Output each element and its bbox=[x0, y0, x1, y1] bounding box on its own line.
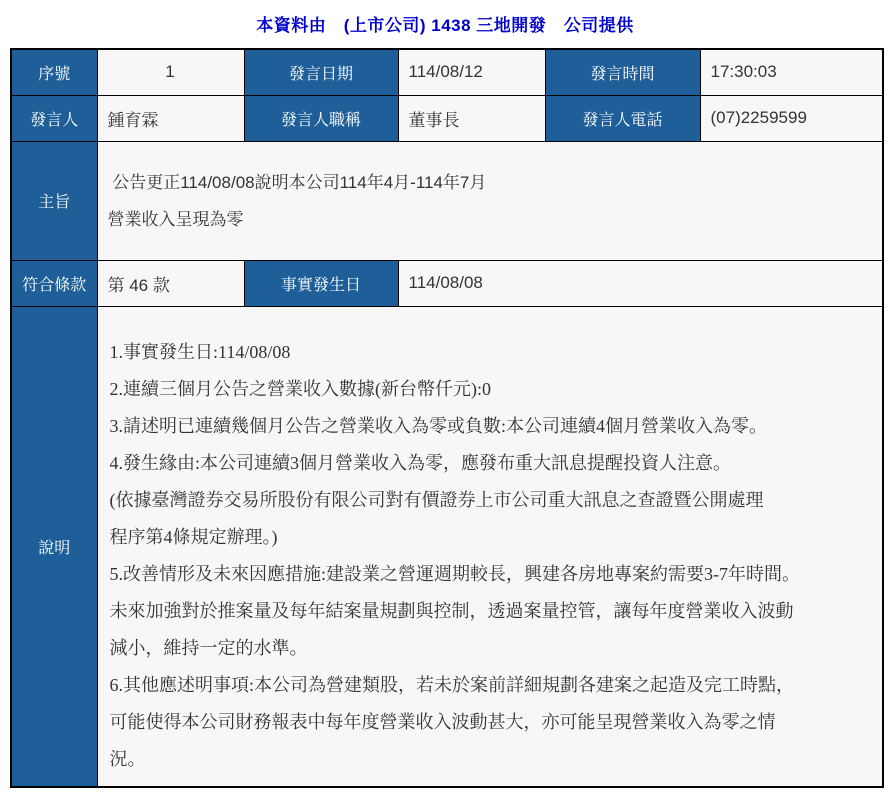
speak-date-value-cell: 114/08/12 bbox=[398, 49, 545, 95]
subject-label-cell: 主旨 bbox=[11, 141, 97, 260]
speaker-title-label-cell: 發言人職稱 bbox=[244, 95, 398, 141]
subject-text bbox=[108, 164, 873, 238]
page-title: 本資料由 (上市公司) 1438 三地開發 公司提供 bbox=[256, 16, 634, 35]
description-line: 5.改善情形及未來因應措施:建設業之營運週期較長，興建各房地專案約需要3-7年時間。 bbox=[109, 564, 800, 585]
seq-value-cell: 1 bbox=[97, 49, 244, 95]
clause-value-cell: 第 46 款 bbox=[97, 260, 244, 306]
description-line: 況。 bbox=[109, 749, 146, 770]
speaker-title-value-cell: 董事長 bbox=[398, 95, 545, 141]
description-label-cell: 說明 bbox=[11, 306, 97, 787]
subject-line: 公告更正114/08/08說明本公司114年4月-114年7月 bbox=[107, 172, 487, 192]
speak-date-label-cell: 發言日期 bbox=[244, 49, 398, 95]
row-clause bbox=[11, 260, 883, 306]
description-line: 3.請述明已連續幾個月公告之營業收入為零或負數:本公司連續4個月營業收入為零。 bbox=[109, 416, 767, 437]
description-line: 4.發生緣由:本公司連續3個月營業收入為零，應發布重大訊息提醒投資人注意。 bbox=[109, 453, 731, 474]
speaker-phone-label-cell: 發言人電話 bbox=[545, 95, 700, 141]
speak-time-label-cell: 發言時間 bbox=[545, 49, 700, 95]
description-line: 未來加強對於推案量及每年結案量規劃與控制，透過案量控管，讓每年度營業收入波動 bbox=[109, 601, 794, 622]
description-value-cell bbox=[97, 306, 883, 787]
row-seq-date-time bbox=[11, 49, 883, 95]
description-line: 程序第4條規定辦理。) bbox=[109, 527, 278, 548]
speaker-value-cell: 鍾育霖 bbox=[97, 95, 244, 141]
description-line: 2.連續三個月公告之營業收入數據(新台幣仟元):0 bbox=[109, 379, 491, 400]
speaker-phone-value-cell: (07)2259599 bbox=[700, 95, 883, 141]
event-date-value-cell: 114/08/08 bbox=[398, 260, 883, 306]
subject-line: 營業收入呈現為零 bbox=[107, 209, 244, 229]
speak-time-value-cell: 17:30:03 bbox=[700, 49, 883, 95]
description-line: 可能使得本公司財務報表中每年度營業收入波動甚大，亦可能呈現營業收入為零之情 bbox=[109, 712, 776, 733]
description-line: 1.事實發生日:114/08/08 bbox=[109, 342, 291, 363]
speaker-label-cell: 發言人 bbox=[11, 95, 97, 141]
description-line: (依據臺灣證券交易所股份有限公司對有價證券上市公司重大訊息之查證暨公開處理 bbox=[109, 490, 764, 511]
description-line: 減小，維持一定的水準。 bbox=[109, 638, 308, 659]
subject-value-cell bbox=[97, 141, 883, 260]
row-speaker bbox=[11, 95, 883, 141]
announcement-table bbox=[10, 48, 884, 788]
clause-label-cell: 符合條款 bbox=[11, 260, 97, 306]
row-subject bbox=[11, 141, 883, 260]
event-date-label-cell: 事實發生日 bbox=[244, 260, 398, 306]
seq-label-cell: 序號 bbox=[11, 49, 97, 95]
description-line: 6.其他應述明事項:本公司為營建類股，若未於案前詳細規劃各建案之起造及完工時點， bbox=[109, 675, 794, 696]
row-description bbox=[11, 306, 883, 787]
